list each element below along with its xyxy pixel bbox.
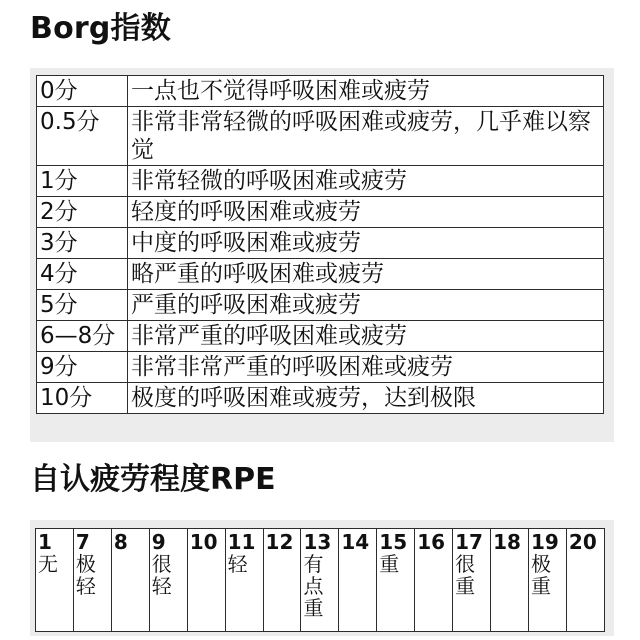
borg-description-cell: 一点也不觉得呼吸困难或疲劳 [128, 76, 604, 107]
rpe-number: 17 [455, 530, 483, 554]
rpe-cell [73, 529, 111, 632]
borg-description-cell: 非常严重的呼吸困难或疲劳 [128, 321, 604, 352]
borg-score-cell: 1分 [37, 166, 128, 197]
borg-description-cell: 轻度的呼吸困难或疲劳 [128, 197, 604, 228]
borg-score-cell: 6—8分 [37, 321, 128, 352]
table-row [37, 76, 604, 107]
table-row [37, 290, 604, 321]
borg-score-cell: 3分 [37, 228, 128, 259]
rpe-cell [528, 529, 566, 632]
borg-score-cell: 9分 [37, 352, 128, 383]
rpe-table [35, 528, 605, 632]
rpe-label: 无 [38, 552, 58, 576]
rpe-number: 1 [38, 530, 52, 554]
table-row [37, 197, 604, 228]
table-row [37, 321, 604, 352]
borg-score-cell: 5分 [37, 290, 128, 321]
borg-score-cell: 10分 [37, 383, 128, 414]
borg-table [36, 75, 604, 414]
borg-description-cell: 非常轻微的呼吸困难或疲劳 [128, 166, 604, 197]
table-row [37, 259, 604, 290]
rpe-cell [263, 529, 301, 632]
rpe-number: 15 [379, 530, 408, 554]
borg-description-cell: 略严重的呼吸困难或疲劳 [128, 259, 604, 290]
table-row [37, 107, 604, 166]
borg-score-cell: 0分 [37, 76, 128, 107]
rpe-number: 20 [568, 530, 597, 554]
rpe-cell [111, 529, 149, 632]
rpe-cell [149, 529, 187, 632]
rpe-table-container [30, 520, 614, 636]
rpe-label: 极重 [530, 552, 551, 598]
rpe-cell [491, 529, 529, 632]
rpe-cell [339, 529, 377, 632]
rpe-number: 13 [303, 530, 332, 554]
table-row [37, 228, 604, 259]
rpe-label: 很重 [455, 552, 476, 598]
table-row [37, 166, 604, 197]
rpe-label: 重 [379, 552, 400, 576]
borg-table-container [30, 68, 614, 442]
rpe-number: 16 [417, 530, 446, 554]
table-row [36, 529, 605, 632]
rpe-label: 很轻 [151, 552, 172, 598]
rpe-number: 7 [75, 530, 90, 554]
borg-description-cell: 严重的呼吸困难或疲劳 [128, 290, 604, 321]
table-row [37, 383, 604, 414]
rpe-title: 自认疲劳程度RPE [30, 462, 276, 497]
table-row [37, 352, 604, 383]
rpe-number: 14 [341, 530, 370, 554]
rpe-cell [415, 529, 453, 632]
rpe-number: 10 [189, 530, 218, 554]
rpe-number: 12 [265, 530, 294, 554]
rpe-number: 8 [113, 530, 128, 554]
borg-score-cell: 0.5分 [37, 107, 128, 166]
borg-score-cell: 4分 [37, 259, 128, 290]
rpe-cell [453, 529, 491, 632]
rpe-cell [377, 529, 415, 632]
rpe-cell [301, 529, 339, 632]
rpe-number: 18 [493, 530, 521, 554]
rpe-cell [36, 529, 74, 632]
borg-description-cell: 中度的呼吸困难或疲劳 [128, 228, 604, 259]
borg-title: Borg指数 [30, 11, 171, 46]
rpe-number: 9 [151, 530, 166, 554]
rpe-label: 有点重 [303, 552, 324, 620]
borg-score-cell: 2分 [37, 197, 128, 228]
rpe-label: 轻 [227, 552, 248, 576]
borg-description-cell: 极度的呼吸困难或疲劳，达到极限 [128, 383, 604, 414]
rpe-cell [566, 529, 604, 632]
rpe-cell [225, 529, 263, 632]
rpe-number: 19 [530, 530, 559, 554]
rpe-number: 11 [227, 530, 256, 554]
borg-description-cell: 非常非常严重的呼吸困难或疲劳 [128, 352, 604, 383]
rpe-cell [187, 529, 225, 632]
borg-description-cell: 非常非常轻微的呼吸困难或疲劳，几乎难以察觉 [128, 107, 604, 166]
rpe-label: 极轻 [75, 552, 96, 598]
